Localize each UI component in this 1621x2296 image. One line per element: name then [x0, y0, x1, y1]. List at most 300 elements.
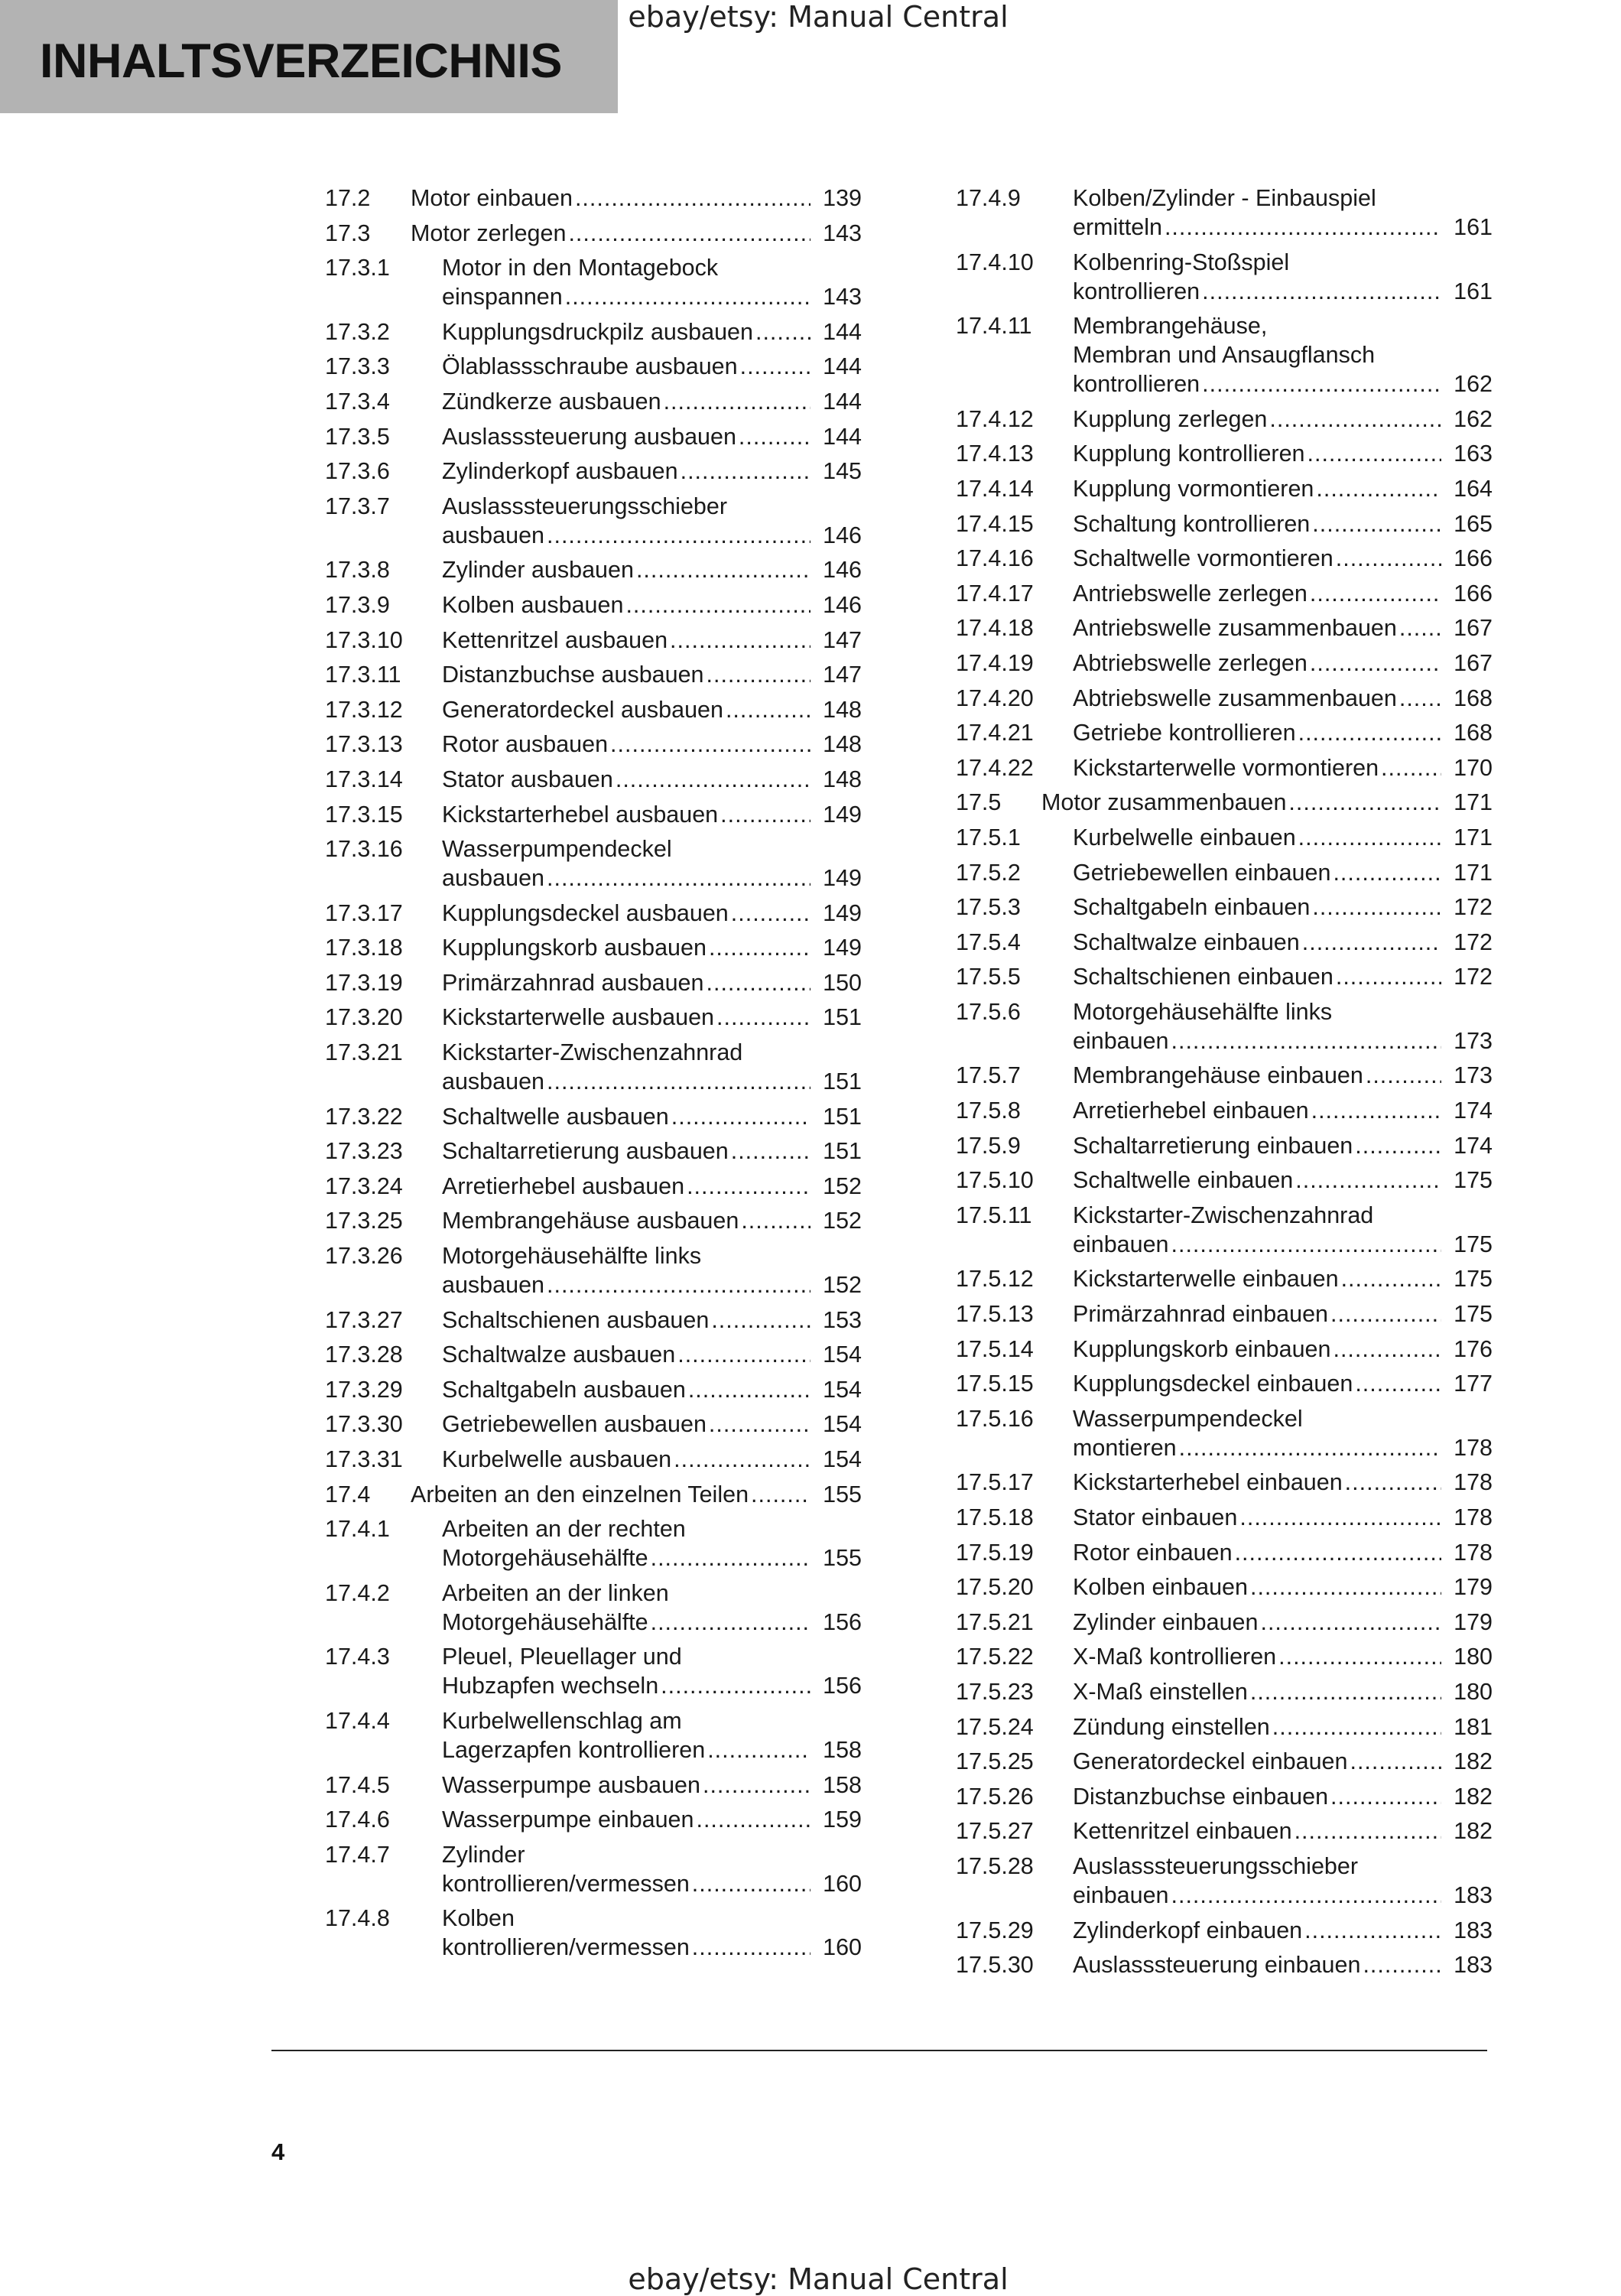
dot-leader [726, 695, 810, 724]
toc-entry[interactable] [325, 1840, 862, 1898]
toc-entry-title: Schaltgabeln einbauen [1073, 894, 1311, 921]
toc-entry[interactable] [956, 544, 1493, 573]
toc-entry-title: Primärzahnrad einbauen [1073, 1301, 1329, 1328]
dot-leader [565, 282, 810, 311]
dot-leader [1341, 1264, 1441, 1293]
toc-entry[interactable] [325, 219, 862, 248]
toc-entry-title: Distanzbuchse ausbauen [442, 662, 704, 688]
toc-entry-page: 181 [1454, 1713, 1493, 1740]
toc-entry-number: 17.3.27 [325, 1306, 403, 1333]
toc-entry[interactable] [956, 1201, 1493, 1259]
toc-entry-page: 172 [1454, 894, 1493, 921]
toc-entry[interactable] [956, 684, 1493, 713]
toc-entry[interactable] [956, 1677, 1493, 1706]
toc-entry-title: Wasserpumpe einbauen [442, 1807, 694, 1833]
dot-leader [696, 1805, 810, 1834]
toc-entry[interactable] [956, 1642, 1493, 1671]
toc-entry[interactable] [325, 834, 862, 893]
toc-entry-title: Schaltschienen einbauen [1073, 964, 1334, 990]
dot-leader [547, 863, 810, 893]
toc-entry-page: 164 [1454, 475, 1493, 502]
dot-leader [687, 1172, 810, 1201]
toc-entry-number: 17.4.22 [956, 754, 1034, 781]
toc-entry-number: 17.4.8 [325, 1905, 390, 1932]
toc-entry[interactable] [956, 962, 1493, 991]
toc-entry-number: 17.3 [325, 220, 371, 246]
toc-entry[interactable] [956, 405, 1493, 434]
toc-entry-page: 154 [823, 1446, 862, 1472]
toc-entry-title: Kupplungsdeckel ausbauen [442, 899, 729, 926]
toc-entry-title: Kolben/Zylinder - Einbauspiel [1073, 185, 1376, 211]
dot-leader [1310, 649, 1441, 678]
toc-entry[interactable] [956, 613, 1493, 642]
toc-entry-title: Zündung einstellen [1073, 1713, 1270, 1740]
toc-entry-title: Arbeiten an der linken [442, 1579, 669, 1606]
toc-entry[interactable] [325, 899, 862, 928]
page-title: INHALTSVERZEICHNIS [40, 34, 562, 88]
toc-entry-title: ausbauen [442, 865, 544, 892]
toc-entry-page: 146 [823, 522, 862, 548]
toc-entry[interactable] [325, 1805, 862, 1834]
toc-entry-title: kontrollieren [1073, 371, 1200, 398]
toc-entry[interactable] [956, 1782, 1493, 1811]
toc-entry-number: 17.5.12 [956, 1266, 1034, 1293]
toc-entry-number: 17.5.13 [956, 1301, 1034, 1328]
dot-leader [651, 1543, 810, 1572]
toc-entry-title: einbauen [1073, 1231, 1169, 1257]
toc-entry-page: 152 [823, 1272, 862, 1299]
toc-entry-number: 17.3.31 [325, 1446, 403, 1472]
toc-entry-number: 17.5.10 [956, 1167, 1034, 1194]
toc-entry-page: 163 [1454, 441, 1493, 467]
toc-entry-title: Getriebewellen ausbauen [442, 1411, 707, 1438]
toc-entry[interactable] [325, 1904, 862, 1962]
toc-entry-title: Getriebewellen einbauen [1073, 859, 1331, 886]
toc-entry[interactable] [325, 1771, 862, 1800]
toc-entry-title: einbauen [1073, 1881, 1169, 1908]
toc-entry[interactable] [956, 1747, 1493, 1776]
page-number: 4 [271, 2138, 285, 2165]
toc-entry-title: Kurbelwellenschlag am [442, 1707, 682, 1734]
dot-leader [1298, 718, 1441, 747]
toc-entry[interactable] [325, 387, 862, 416]
toc-entry-page: 178 [1454, 1504, 1493, 1530]
toc-entry[interactable] [956, 1166, 1493, 1195]
toc-entry-title: Rotor einbauen [1073, 1539, 1233, 1566]
toc-entry-page: 166 [1454, 545, 1493, 572]
toc-entry[interactable] [325, 1003, 862, 1032]
toc-entry-number: 17.4.15 [956, 510, 1034, 537]
toc-entry-title: Kupplungskorb einbauen [1073, 1335, 1331, 1362]
toc-entry[interactable] [325, 626, 862, 655]
toc-entry-title: Motorgehäusehälfte [442, 1608, 648, 1635]
toc-entry-number: 17.3.3 [325, 353, 390, 380]
toc-entry-number: 17.3.22 [325, 1103, 403, 1130]
toc-entry-page: 147 [823, 662, 862, 688]
toc-entry-page: 180 [1454, 1678, 1493, 1705]
dot-leader [1202, 277, 1441, 306]
toc-entry-number: 17.3.28 [325, 1342, 403, 1368]
toc-entry-title: Auslasssteuerung ausbauen [442, 423, 736, 450]
toc-entry-page: 143 [823, 284, 862, 311]
toc-entry[interactable] [325, 1137, 862, 1166]
toc-entry-page: 159 [823, 1807, 862, 1833]
toc-entry-title: Hubzapfen wechseln [442, 1673, 659, 1699]
toc-entry[interactable] [956, 579, 1493, 608]
toc-entry[interactable] [956, 1816, 1493, 1846]
toc-entry[interactable] [325, 590, 862, 620]
toc-entry[interactable] [956, 1950, 1493, 1979]
toc-entry[interactable] [325, 253, 862, 311]
toc-entry-title: Membrangehäuse einbauen [1073, 1062, 1363, 1089]
toc-entry-number: 17.5.15 [956, 1371, 1034, 1397]
toc-entry-page: 168 [1454, 720, 1493, 746]
toc-entry-number: 17.3.4 [325, 388, 390, 415]
dot-leader [741, 1206, 810, 1235]
toc-entry-number: 17.3.25 [325, 1208, 403, 1234]
toc-entry-number: 17.3.30 [325, 1411, 403, 1438]
toc-entry-title: Distanzbuchse einbauen [1073, 1783, 1329, 1810]
dot-leader [1399, 613, 1441, 642]
toc-entry-title: Kickstarterwelle ausbauen [442, 1004, 715, 1031]
dot-leader [625, 590, 810, 620]
dot-leader [568, 219, 810, 248]
toc-entry-page: 182 [1454, 1783, 1493, 1810]
toc-entry-title: Zylinderkopf ausbauen [442, 458, 678, 485]
toc-entry-title: Kupplungsdruckpilz ausbauen [442, 318, 753, 345]
toc-entry[interactable] [325, 1706, 862, 1764]
toc-entry-title: Motor einbauen [411, 185, 573, 211]
toc-entry-title: Motor zerlegen [411, 220, 567, 246]
toc-entry-page: 160 [823, 1870, 862, 1897]
toc-entry-title: Arbeiten an der rechten [442, 1516, 686, 1543]
toc-entry[interactable] [325, 1102, 862, 1131]
dot-leader [709, 1410, 810, 1439]
toc-entry[interactable] [956, 1335, 1493, 1364]
toc-entry-number: 17.5.29 [956, 1917, 1034, 1943]
toc-entry-title: Lagerzapfen kontrollieren [442, 1736, 706, 1763]
toc-entry-title: Kolben ausbauen [442, 591, 624, 618]
toc-entry-title: Zylinder einbauen [1073, 1608, 1259, 1635]
toc-entry-number: 17.5.17 [956, 1469, 1034, 1496]
toc-entry-page: 161 [1454, 278, 1493, 304]
toc-entry-page: 161 [1454, 214, 1493, 240]
toc-entry[interactable] [956, 509, 1493, 538]
toc-entry-page: 175 [1454, 1231, 1493, 1257]
toc-entry-title: Kickstarterhebel ausbauen [442, 801, 719, 828]
toc-entry-number: 17.5.19 [956, 1539, 1034, 1566]
toc-entry-title: montieren [1073, 1434, 1177, 1461]
toc-entry-page: 183 [1454, 1917, 1493, 1943]
toc-entry-number: 17.5.14 [956, 1335, 1034, 1362]
toc-entry[interactable] [956, 184, 1493, 242]
toc-entry-page: 182 [1454, 1748, 1493, 1775]
dot-leader [1310, 579, 1441, 608]
toc-entry-page: 152 [823, 1208, 862, 1234]
toc-entry-page: 148 [823, 696, 862, 723]
toc-entry[interactable] [956, 1572, 1493, 1602]
toc-entry-page: 154 [823, 1342, 862, 1368]
toc-entry-number: 17.5.24 [956, 1713, 1034, 1740]
toc-entry[interactable] [325, 1375, 862, 1404]
toc-entry-title: Antriebswelle zerlegen [1073, 580, 1308, 607]
dot-leader [547, 1270, 810, 1299]
dot-leader [720, 800, 810, 829]
toc-entry[interactable] [956, 1608, 1493, 1637]
dot-leader [547, 1067, 810, 1096]
toc-entry-number: 17.4.16 [956, 545, 1034, 572]
toc-entry-number: 17.5.25 [956, 1748, 1034, 1775]
toc-entry-title: Kolben einbauen [1073, 1574, 1248, 1601]
toc-entry-page: 172 [1454, 964, 1493, 990]
toc-entry[interactable] [956, 649, 1493, 678]
dot-leader [1330, 1782, 1441, 1811]
dot-leader [1298, 823, 1441, 852]
toc-entry[interactable] [325, 457, 862, 486]
toc-entry[interactable] [956, 997, 1493, 1055]
toc-entry-page: 147 [823, 626, 862, 653]
dot-leader [716, 1003, 810, 1032]
toc-entry[interactable] [956, 1264, 1493, 1293]
toc-entry[interactable] [956, 1131, 1493, 1160]
toc-entry[interactable] [325, 1038, 862, 1096]
toc-entry-number: 17.5.27 [956, 1818, 1034, 1845]
toc-entry-number: 17.3.5 [325, 423, 390, 450]
dot-leader [636, 555, 810, 584]
toc-entry-number: 17.3.1 [325, 255, 390, 281]
toc-entry-title: Kupplung zerlegen [1073, 405, 1268, 432]
toc-entry-number: 17.3.11 [325, 662, 401, 688]
toc-entry[interactable] [325, 1445, 862, 1474]
toc-entry-page: 148 [823, 766, 862, 792]
toc-entry[interactable] [956, 858, 1493, 887]
dot-leader [1278, 1642, 1441, 1671]
toc-entry-page: 178 [1454, 1434, 1493, 1461]
dot-leader [1239, 1503, 1441, 1532]
dot-leader [674, 1445, 810, 1474]
toc-entry-title: Auslasssteuerung einbauen [1073, 1952, 1361, 1979]
toc-entry-page: 144 [823, 353, 862, 380]
toc-entry-title: Kickstarterhebel einbauen [1073, 1469, 1343, 1496]
toc-entry-page: 171 [1454, 824, 1493, 850]
toc-entry-page: 175 [1454, 1167, 1493, 1194]
toc-entry[interactable] [956, 1061, 1493, 1090]
dot-leader [1179, 1433, 1441, 1462]
toc-entry-page: 148 [823, 731, 862, 758]
toc-entry-page: 166 [1454, 580, 1493, 607]
toc-entry-page: 165 [1454, 510, 1493, 537]
toc-entry-page: 176 [1454, 1335, 1493, 1362]
toc-column-right [956, 184, 1493, 1985]
toc-entry-number: 17.3.17 [325, 899, 403, 926]
toc-entry-title: Membrangehäuse, [1073, 313, 1268, 340]
toc-entry-page: 139 [823, 185, 862, 211]
toc-entry[interactable] [325, 695, 862, 724]
toc-entry-page: 162 [1454, 405, 1493, 432]
toc-entry[interactable] [956, 1538, 1493, 1567]
toc-entry[interactable] [956, 753, 1493, 782]
dot-leader [1295, 1166, 1441, 1195]
toc-entry-number: 17.2 [325, 185, 371, 211]
toc-entry[interactable] [956, 1916, 1493, 1945]
toc-entry-page: 144 [823, 423, 862, 450]
toc-entry-title: Antriebswelle zusammenbauen [1073, 615, 1397, 642]
toc-entry[interactable] [325, 1306, 862, 1335]
toc-entry-page: 179 [1454, 1574, 1493, 1601]
toc-entry[interactable] [325, 1410, 862, 1439]
toc-entry[interactable] [956, 1468, 1493, 1497]
toc-entry-page: 170 [1454, 754, 1493, 781]
toc-entry-number: 17.3.7 [325, 493, 390, 519]
toc-entry-page: 149 [823, 899, 862, 926]
toc-entry-number: 17.5.21 [956, 1608, 1034, 1635]
toc-entry[interactable] [956, 1852, 1493, 1910]
toc-entry[interactable] [325, 555, 862, 584]
toc-entry-number: 17.3.13 [325, 731, 403, 758]
toc-entry-title: Schaltschienen ausbauen [442, 1306, 710, 1333]
toc-entry[interactable] [956, 718, 1493, 747]
dot-leader [707, 1735, 810, 1764]
toc-entry-number: 17.3.20 [325, 1004, 403, 1031]
dot-leader [651, 1608, 810, 1637]
dot-leader [1399, 684, 1441, 713]
toc-entry[interactable] [325, 352, 862, 381]
toc-entry[interactable] [956, 1404, 1493, 1462]
toc-entry[interactable] [325, 1172, 862, 1201]
toc-entry-page: 158 [823, 1736, 862, 1763]
toc-entry[interactable] [956, 788, 1493, 817]
toc-entry-page: 149 [823, 865, 862, 892]
toc-entry[interactable] [325, 492, 862, 550]
toc-entry-page: 167 [1454, 649, 1493, 676]
toc-entry[interactable] [956, 1503, 1493, 1532]
dot-leader [1304, 1916, 1441, 1945]
toc-entry[interactable] [325, 317, 862, 346]
toc-entry-title: Schaltwelle einbauen [1073, 1167, 1294, 1194]
dot-leader [1333, 1335, 1441, 1364]
toc-entry-title: Schaltgabeln ausbauen [442, 1376, 686, 1403]
toc-entry-page: 175 [1454, 1301, 1493, 1328]
toc-entry-title: Motor in den Montagebock [442, 255, 719, 281]
toc-entry-title: Schaltwalze einbauen [1073, 928, 1300, 955]
toc-entry[interactable] [325, 1514, 862, 1572]
toc-entry-title: Generatordeckel ausbauen [442, 696, 723, 723]
toc-entry[interactable] [325, 422, 862, 451]
toc-entry-page: 183 [1454, 1952, 1493, 1979]
toc-entry-title: Schaltarretierung ausbauen [442, 1138, 729, 1165]
toc-entry-title: ausbauen [442, 522, 544, 548]
dot-leader [1355, 1369, 1441, 1398]
toc-entry[interactable] [956, 439, 1493, 468]
toc-entry-title: Kolben [442, 1905, 515, 1932]
dot-leader [1333, 858, 1441, 887]
toc-entry[interactable] [325, 730, 862, 759]
toc-entry[interactable] [956, 1096, 1493, 1125]
toc-entry[interactable] [956, 823, 1493, 852]
toc-entry-title: Kupplungsdeckel einbauen [1073, 1371, 1353, 1397]
toc-entry-page: 149 [823, 801, 862, 828]
toc-entry-number: 17.4.21 [956, 720, 1034, 746]
toc-entry-title: Motorgehäusehälfte links [1073, 998, 1333, 1025]
toc-entry-page: 156 [823, 1608, 862, 1635]
dot-leader [755, 317, 810, 346]
toc-entry[interactable] [325, 1206, 862, 1235]
toc-entry-number: 17.5.7 [956, 1062, 1021, 1089]
dot-leader [661, 1671, 810, 1700]
toc-entry[interactable] [956, 1369, 1493, 1398]
footer-rule [271, 2050, 1487, 2051]
toc-entry[interactable] [956, 311, 1493, 398]
toc-entry-number: 17.3.8 [325, 557, 390, 584]
toc-entry-number: 17.3.6 [325, 458, 390, 485]
dot-leader [692, 1933, 810, 1962]
toc-entry-title: Kurbelwelle einbauen [1073, 824, 1296, 850]
toc-entry-page: 171 [1454, 789, 1493, 816]
toc-entry[interactable] [956, 474, 1493, 503]
toc-entry[interactable] [325, 184, 862, 213]
toc-entry-page: 145 [823, 458, 862, 485]
toc-entry-page: 182 [1454, 1818, 1493, 1845]
toc-entry-title: Kickstarterwelle vormontieren [1073, 754, 1379, 781]
toc-entry[interactable] [956, 1712, 1493, 1742]
toc-entry[interactable] [325, 800, 862, 829]
toc-entry-number: 17.4.17 [956, 580, 1034, 607]
toc-entry[interactable] [325, 765, 862, 794]
toc-entry-title: Schaltwelle vormontieren [1073, 545, 1334, 572]
toc-entry[interactable] [325, 660, 862, 689]
toc-entry[interactable] [325, 1642, 862, 1700]
toc-entry-page: 144 [823, 388, 862, 415]
toc-entry[interactable] [956, 928, 1493, 957]
dot-leader [703, 1771, 810, 1800]
toc-entry-page: 151 [823, 1103, 862, 1130]
toc-entry-title: Stator einbauen [1073, 1504, 1238, 1530]
toc-entry-page: 143 [823, 220, 862, 246]
toc-entry-page: 153 [823, 1306, 862, 1333]
toc-entry-title: Zylinder ausbauen [442, 557, 634, 584]
toc-entry[interactable] [325, 1340, 862, 1369]
toc-entry-title: Auslasssteuerungsschieber [442, 493, 727, 519]
toc-entry-page: 183 [1454, 1881, 1493, 1908]
toc-entry-title: Wasserpumpendeckel [442, 836, 672, 863]
toc-entry-title: Motorgehäusehälfte [442, 1545, 648, 1572]
dot-leader [1288, 788, 1441, 817]
toc-entry[interactable] [325, 933, 862, 962]
toc-entry-page: 152 [823, 1172, 862, 1199]
toc-entry-page: 155 [823, 1545, 862, 1572]
toc-entry[interactable] [956, 248, 1493, 306]
toc-entry-page: 175 [1454, 1266, 1493, 1293]
toc-entry[interactable] [325, 1241, 862, 1299]
toc-entry-page: 179 [1454, 1608, 1493, 1635]
dot-leader [731, 1137, 810, 1166]
toc-entry[interactable] [325, 968, 862, 997]
toc-entry-number: 17.4.6 [325, 1807, 390, 1833]
toc-entry[interactable] [325, 1579, 862, 1637]
toc-entry-number: 17.3.18 [325, 935, 403, 961]
toc-entry[interactable] [956, 893, 1493, 922]
toc-entry-title: Arretierhebel ausbauen [442, 1172, 685, 1199]
toc-entry[interactable] [956, 1299, 1493, 1328]
toc-entry-page: 168 [1454, 685, 1493, 711]
toc-entry-number: 17.4.19 [956, 649, 1034, 676]
toc-entry-page: 160 [823, 1934, 862, 1961]
toc-entry[interactable] [325, 1480, 862, 1509]
toc-entry-number: 17.3.19 [325, 969, 403, 996]
toc-entry-number: 17.4.3 [325, 1644, 390, 1670]
toc-entry-title: einbauen [1073, 1027, 1169, 1054]
dot-leader [610, 730, 810, 759]
